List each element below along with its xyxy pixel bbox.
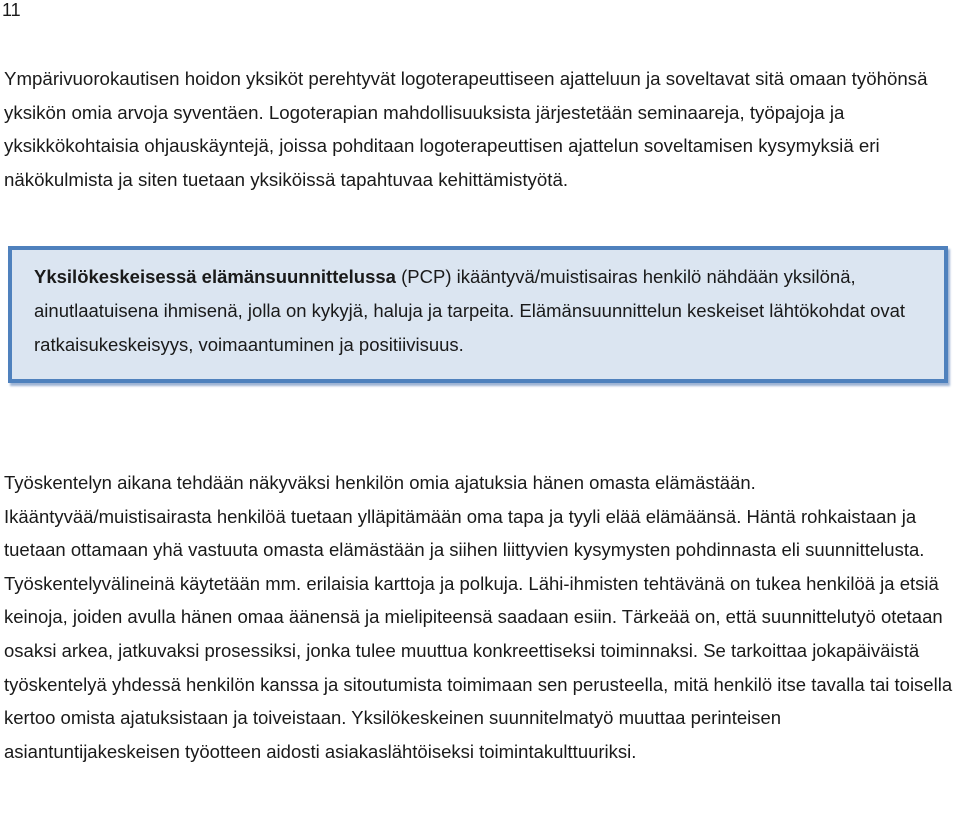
intro-paragraph: Ympärivuorokautisen hoidon yksiköt perehtyvät logoterapeuttiseen ajatteluun ja soveltavat sitä omaan työhönsä yksikön omia arvoja syventäen. Logoterapian mahdollisuuksista järjestetään seminaareja, työpajoja ja yksikkökohtaisia ohjauskäyntejä, joissa pohditaan logoterapeuttisen ajattelun soveltamisen kysymyksiä eri näkökulmista ja siten tuetaan yksiköissä tapahtuvaa kehittämistyötä. bbox=[4, 68, 928, 190]
callout-body: (PCP) ikääntyvä/muistisairas henkilö nähdään yksilönä, ainutlaatuisena ihmisenä, jolla on kykyjä, haluja ja tarpeita. Elämänsuunnittelun keskeiset lähtökohdat ovat ratkaisukeskeisyys, voimaantuminen ja positiivisuus. bbox=[34, 266, 906, 355]
page-number: 11 bbox=[2, 0, 21, 20]
callout-text bbox=[34, 260, 934, 362]
callout-bold-term: Yksilökeskeisessä elämänsuunnittelussa bbox=[34, 266, 396, 287]
callout-box bbox=[8, 246, 948, 383]
main-paragraph: Työskentelyn aikana tehdään näkyväksi henkilön omia ajatuksia hänen omasta elämästään. Ikääntyvää/muistisairasta henkilöä tuetaan ylläpitämään oma tapa ja tyyli elää elämäänsä. Häntä rohkaistaan ja tuetaan ottamaan yhä vastuuta omasta elämästään ja siihen liittyvien kysymysten pohdinnasta eli suunnittelusta. Työskentelyvälineinä käytetään mm. erilaisia karttoja ja polkuja. Lähi-ihmisten tehtävänä on tukea henkilöä ja etsiä keinoja, joiden avulla hänen omaa äänensä ja mielipiteensä saadaan esiin. Tärkeää on, että suunnittelutyö otetaan osaksi arkea, jatkuvaksi prosessiksi, jonka tulee muuttua konkreettiseksi toiminnaksi. Se tarkoittaa jokapäiväistä työskentelyä yhdessä henkilön kanssa ja sitoutumista toimimaan sen perusteella, mitä henkilö itse tavalla tai toisella kertoo omista ajatuksistaan ja toiveistaan. Yksilökeskeinen suunnitelmatyö muuttaa perinteisen asiantuntijakeskeisen työotteen aidosti asiakaslähtöiseksi toimintakulttuuriksi. bbox=[4, 472, 953, 762]
